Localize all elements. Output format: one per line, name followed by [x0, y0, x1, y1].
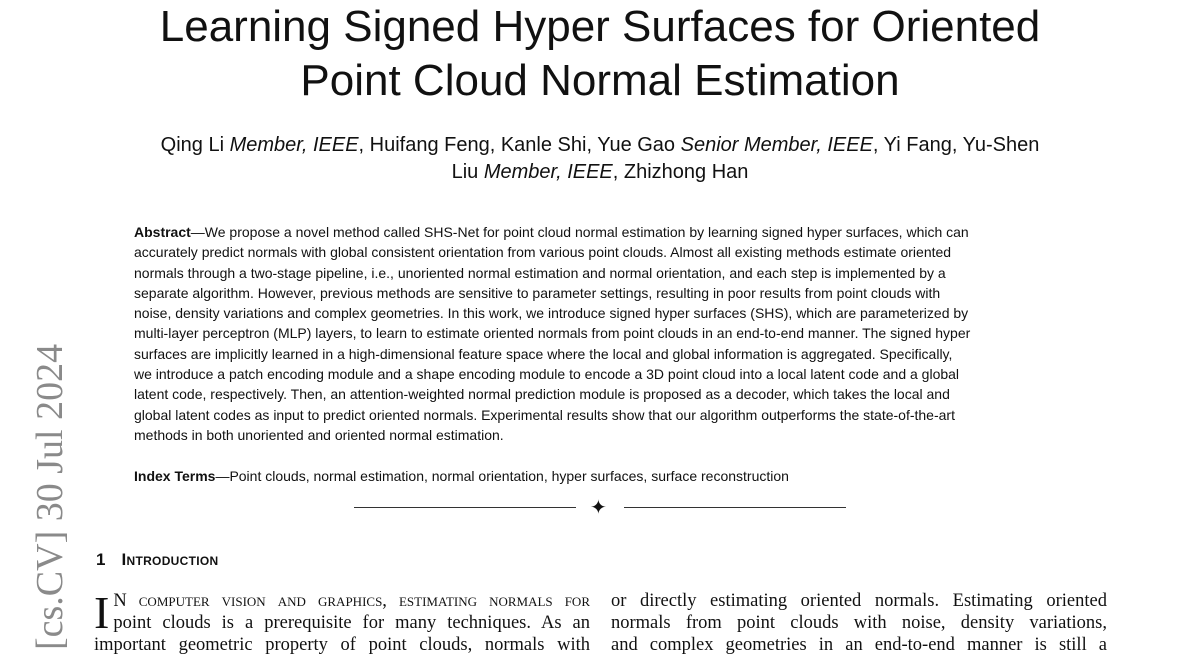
section-title: Introduction	[121, 550, 219, 569]
body-line: normals from point clouds with noise, density variations,	[611, 613, 1107, 633]
section-divider	[354, 495, 846, 519]
abstract-line: multi-layer perceptron (MLP) layers, to learn to estimate oriented normals from point clouds in an end-to-end manner. The signed hyper	[134, 325, 971, 342]
author-role: Senior Member, IEEE	[680, 134, 873, 156]
index-terms-label: Index Terms	[134, 468, 216, 484]
title-line-1: Learning Signed Hyper Surfaces for Oriented	[159, 2, 1041, 51]
section-number: 1	[96, 550, 106, 569]
abstract-line: latent code, respectively. Then, an attention-weighted normal prediction module is proposed as a decoder, which takes the local and	[134, 386, 950, 403]
drop-cap: I	[94, 587, 110, 638]
body-line: or directly estimating oriented normals. Estimating oriented	[611, 591, 1107, 611]
abstract-line: normals through a two-stage pipeline, i.e., unoriented normal estimation and normal orientation, and each step is implemented by a	[134, 264, 946, 281]
paper-title	[100, 0, 1100, 108]
abstract-line: Abstract—We propose a novel method called SHS-Net for point cloud normal estimation by learning signed hyper surfaces, which can	[134, 224, 969, 240]
arxiv-side-label: [cs.CV] 30 Jul 2024	[29, 343, 71, 650]
abstract	[134, 222, 1074, 445]
abstract-line: separate algorithm. However, previous methods are sensitive to parameter settings, resulting in poor results from point clouds with	[134, 284, 941, 301]
author-role: Member, IEEE	[483, 161, 613, 183]
author-name: , Zhizhong Han	[612, 161, 749, 183]
author-name: , Huifang Feng, Kanle Shi, Yue Gao	[358, 134, 681, 156]
divider-rule-left	[354, 507, 576, 508]
author-line-1	[100, 132, 1100, 159]
body-column-left	[94, 587, 590, 656]
abstract-label: Abstract	[134, 224, 191, 240]
body-line: N computer vision and graphics, estimating normals for	[113, 591, 590, 611]
abstract-line: noise, density variations and complex geometries. In this work, we introduce signed hyper surfaces (SHS), which are parameterized by	[134, 305, 969, 322]
author-name: Qing Li	[160, 134, 230, 156]
section-heading	[96, 549, 218, 571]
body-line: and complex geometries in an end-to-end manner is still a	[611, 635, 1107, 655]
index-terms	[134, 466, 1074, 486]
diamond-star-icon: ✦	[590, 495, 607, 519]
divider-rule-right	[624, 507, 846, 508]
body-column-right	[611, 590, 1107, 656]
abstract-line: global latent codes as input to predict oriented normals. Experimental results show that our algorithm outperforms the state-of-the-art	[134, 406, 955, 423]
body-line: point clouds is a prerequisite for many techniques. As an	[113, 613, 590, 633]
author-name: , Yi Fang, Yu-Shen	[872, 134, 1040, 156]
title-line-2: Point Cloud Normal Estimation	[300, 56, 900, 105]
author-name: Liu	[451, 161, 484, 183]
author-line-2	[100, 159, 1100, 186]
body-line: important geometric property of point clouds, normals with	[94, 635, 590, 655]
abstract-line: accurately predict normals with global consistent orientation from various point clouds. Almost all existing methods estimate oriented	[134, 244, 952, 261]
abstract-line: surfaces are implicitly learned in a high-dimensional feature space where the local and global information is aggregated. Specifically,	[134, 345, 953, 362]
index-terms-text: —Point clouds, normal estimation, normal orientation, hyper surfaces, surface reconstruction	[215, 468, 789, 484]
author-list	[100, 132, 1100, 186]
author-role: Member, IEEE	[229, 134, 359, 156]
abstract-line: methods in both unoriented and oriented normal estimation.	[134, 426, 504, 443]
abstract-line: we introduce a patch encoding module and a shape encoding module to encode a 3D point cloud into a local latent code and a global	[134, 366, 960, 383]
